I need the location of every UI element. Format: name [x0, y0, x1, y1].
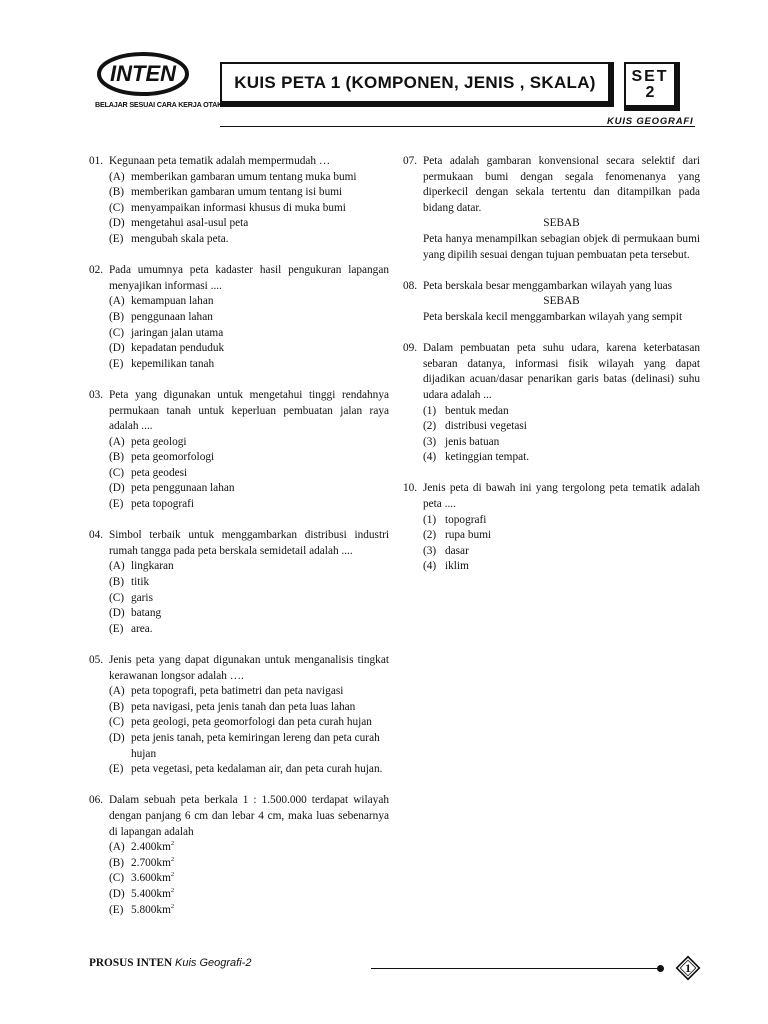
left-column: [89, 154, 389, 934]
option-label: (1): [423, 513, 437, 526]
question-stem: Dalam sebuah peta berkala 1 : 1.500.000 terdapat wilayah dengan panjang 6 cm dan lebar 4 cm, maka luas sebenarnya di lapangan adalah: [109, 794, 389, 838]
option-item: [109, 871, 389, 887]
option-label: (D): [109, 342, 125, 355]
option-text: memberikan gambaran umum tentang muka bumi: [131, 170, 357, 183]
option-text: mengetahui asal-usul peta: [131, 217, 249, 230]
option-item: [423, 404, 700, 420]
option-label: (4): [423, 451, 437, 464]
option-text: peta penggunaan lahan: [131, 482, 235, 495]
set-number: 2: [645, 84, 655, 101]
question-stem: Peta berskala besar menggambarkan wilayah yang luas: [423, 279, 673, 292]
option-label: (E): [109, 763, 124, 776]
option-label: (B): [109, 576, 125, 589]
option-item: [109, 575, 389, 591]
question-number: 09.: [403, 342, 418, 355]
option-item: [109, 357, 389, 373]
option-item: [109, 201, 389, 217]
logo-text: INTEN: [110, 61, 176, 86]
option-label: (D): [109, 731, 125, 744]
option-label: (2): [423, 420, 437, 433]
question-08: [403, 279, 700, 326]
option-item: [109, 497, 389, 513]
option-text: 2.400km: [131, 841, 171, 854]
option-item: [109, 326, 389, 342]
option-text: garis: [131, 591, 153, 604]
option-item: [109, 887, 389, 903]
option-text: memberikan gambaran umum tentang isi bumi: [131, 186, 343, 199]
option-text: rupa bumi: [445, 529, 492, 542]
option-label: (B): [109, 451, 125, 464]
question-number: 07.: [403, 155, 418, 167]
question-07: [403, 154, 700, 263]
option-label: (E): [109, 357, 124, 370]
option-label: (3): [423, 544, 437, 557]
footer-label: [89, 957, 251, 969]
option-superscript: 2: [170, 840, 175, 848]
option-item: [109, 762, 389, 778]
option-item: [109, 903, 389, 919]
option-label: (A): [109, 295, 125, 308]
option-text: 2.700km: [131, 856, 171, 869]
option-label: (B): [109, 856, 125, 869]
quiz-title: [220, 62, 614, 107]
option-item: [109, 466, 389, 482]
option-text: peta navigasi, peta jenis tanah dan peta luas lahan: [131, 700, 356, 713]
subject-tag: KUIS GEOGRAFI: [607, 116, 694, 127]
footer-dot: [657, 965, 664, 972]
option-item: [109, 591, 389, 607]
option-text: area.: [131, 622, 153, 635]
option-label: (E): [109, 498, 124, 511]
option-text: distribusi vegetasi: [445, 420, 527, 433]
question-reason: Peta hanya menampilkan sebagian objek di permukaan bumi yang dipilih sesuai dengan tujuan pembuatan peta tersebut.: [423, 232, 700, 261]
option-item: [109, 341, 389, 357]
option-label: (2): [423, 529, 437, 542]
option-label: (3): [423, 435, 437, 448]
question-reason: Peta berskala kecil menggambarkan wilayah yang sempit: [423, 310, 683, 323]
set-badge: [624, 62, 680, 111]
option-text: 3.600km: [131, 872, 171, 885]
question-stem: Peta adalah gambaran konvensional secara selektif dari permukaan bumi dengan segala fenomenanya yang diperkecil dengan sekala tertentu dan ditampilkan pada bidang datar.: [423, 155, 700, 214]
question-stem: Simbol terbaik untuk menggambarkan distribusi industri rumah tangga pada peta berskala semidetail adalah ....: [109, 529, 389, 557]
option-item: [423, 559, 700, 575]
option-item: [109, 731, 389, 762]
option-label: (B): [109, 186, 125, 199]
option-superscript: 2: [170, 871, 175, 879]
option-superscript: 2: [170, 902, 175, 910]
question-stem: Jenis peta di bawah ini yang tergolong peta tematik adalah peta ....: [423, 482, 700, 511]
option-text: peta jenis tanah, peta kemiringan lereng dan peta curah hujan: [131, 731, 380, 760]
option-item: [109, 170, 389, 186]
option-text: jenis batuan: [445, 435, 500, 448]
option-item: [423, 528, 700, 544]
option-item: [423, 450, 700, 466]
option-label: (E): [109, 622, 124, 635]
question-stem: Pada umumnya peta kadaster hasil pengukuran lapangan menyajikan informasi ....: [109, 264, 389, 292]
option-text: 5.400km: [131, 887, 171, 900]
option-item: [109, 294, 389, 310]
option-label: (D): [109, 607, 125, 620]
option-text: peta topografi, peta batimetri dan peta navigasi: [131, 685, 344, 698]
option-text: kemampuan lahan: [131, 295, 214, 308]
page-number: 1: [685, 961, 691, 975]
sebab-connector: SEBAB: [543, 217, 580, 230]
option-text: peta topografi: [131, 498, 195, 511]
option-text: peta vegetasi, peta kedalaman air, dan peta curah hujan.: [131, 763, 383, 776]
option-text: kepemilikan tanah: [131, 357, 215, 370]
logo-tagline: BELAJAR SESUAI CARA KERJA OTAK: [95, 100, 223, 109]
option-item: [109, 435, 389, 451]
option-text: peta geologi, peta geomorfologi dan peta curah hujan: [131, 716, 372, 729]
question-number: 06.: [89, 794, 104, 807]
option-text: iklim: [445, 560, 469, 573]
question-01: [89, 154, 389, 248]
option-superscript: 2: [170, 855, 175, 863]
question-03: [89, 388, 389, 513]
footer-brand: PROSUS INTEN: [89, 957, 173, 969]
option-item: [109, 622, 389, 638]
option-item: [109, 856, 389, 872]
option-label: (E): [109, 232, 124, 245]
option-text: jaringan jalan utama: [131, 326, 224, 339]
option-text: kepadatan penduduk: [131, 342, 225, 355]
option-label: (A): [109, 841, 125, 854]
quiz-title-text: KUIS PETA 1 (KOMPONEN, JENIS , SKALA): [234, 72, 596, 92]
option-label: (A): [109, 685, 125, 698]
option-text: peta geologi: [131, 435, 187, 448]
option-text: penggunaan lahan: [131, 310, 213, 323]
question-02: [89, 263, 389, 372]
option-item: [109, 216, 389, 232]
footer-divider: [371, 968, 661, 969]
option-item: [109, 310, 389, 326]
right-column: [403, 154, 700, 591]
option-text: peta geodesi: [131, 466, 188, 479]
set-label: SET: [631, 68, 669, 85]
question-10: [403, 481, 700, 575]
question-number: 02.: [89, 264, 104, 277]
option-text: mengubah skala peta.: [131, 232, 229, 245]
option-label: (D): [109, 482, 125, 495]
option-item: [109, 684, 389, 700]
option-label: (B): [109, 310, 125, 323]
option-item: [423, 544, 700, 560]
question-04: [89, 528, 389, 637]
option-label: (B): [109, 700, 125, 713]
question-stem: Peta yang digunakan untuk mengetahui tinggi rendahnya permukaan tanah untuk keperluan pembuatan jalan raya adalah ....: [109, 388, 389, 433]
option-text: peta geomorfologi: [131, 451, 215, 464]
option-item: [109, 185, 389, 201]
question-stem: Jenis peta yang dapat digunakan untuk menganalisis tingkat kerawanan longsor adalah ….: [109, 654, 389, 682]
option-label: (C): [109, 466, 125, 479]
option-text: topografi: [445, 513, 487, 526]
inten-logo: [96, 51, 192, 97]
option-item: [109, 700, 389, 716]
option-item: [423, 435, 700, 451]
option-label: (D): [109, 217, 125, 230]
option-item: [423, 513, 700, 529]
option-item: [109, 232, 389, 248]
option-label: (A): [109, 560, 125, 573]
option-label: (C): [109, 326, 125, 339]
option-text: ketinggian tempat.: [445, 451, 530, 464]
option-text: dasar: [445, 544, 469, 557]
option-item: [109, 450, 389, 466]
option-text: 5.800km: [131, 903, 171, 916]
question-number: 10.: [403, 482, 418, 495]
option-label: (C): [109, 591, 125, 604]
question-09: [403, 341, 700, 466]
option-label: (1): [423, 404, 437, 417]
question-number: 03.: [89, 388, 104, 401]
option-item: [109, 715, 389, 731]
footer-course: Kuis Geografi-2: [175, 957, 252, 969]
option-label: (A): [109, 435, 125, 448]
option-label: (C): [109, 201, 125, 214]
option-item: [109, 606, 389, 622]
option-item: [109, 559, 389, 575]
option-label: (E): [109, 903, 124, 916]
option-superscript: 2: [170, 887, 175, 895]
question-stem: Kegunaan peta tematik adalah mempermudah …: [109, 155, 331, 167]
option-item: [109, 840, 389, 856]
option-label: (4): [423, 560, 437, 573]
question-number: 01.: [89, 155, 104, 167]
option-label: (D): [109, 887, 125, 900]
option-text: lingkaran: [131, 560, 174, 573]
sebab-connector: SEBAB: [543, 295, 580, 308]
question-stem: Dalam pembuatan peta suhu udara, karena keterbatasan sebaran datanya, informasi fisik wilayah yang dapat dijadikan acuan/dasar penarikan garis batas (delinasi) suhu udara adalah ...: [423, 342, 700, 401]
question-05: [89, 653, 389, 778]
question-number: 08.: [403, 279, 418, 292]
question-06: [89, 793, 389, 918]
option-label: (C): [109, 872, 125, 885]
question-number: 05.: [89, 654, 104, 666]
option-item: [109, 481, 389, 497]
option-item: [423, 419, 700, 435]
option-text: titik: [131, 576, 150, 589]
option-label: (C): [109, 716, 125, 729]
option-text: menyampaikan informasi khusus di muka bumi: [131, 201, 346, 214]
option-text: bentuk medan: [445, 404, 509, 417]
option-label: (A): [109, 170, 125, 183]
option-text: batang: [131, 607, 162, 620]
question-number: 04.: [89, 529, 104, 542]
